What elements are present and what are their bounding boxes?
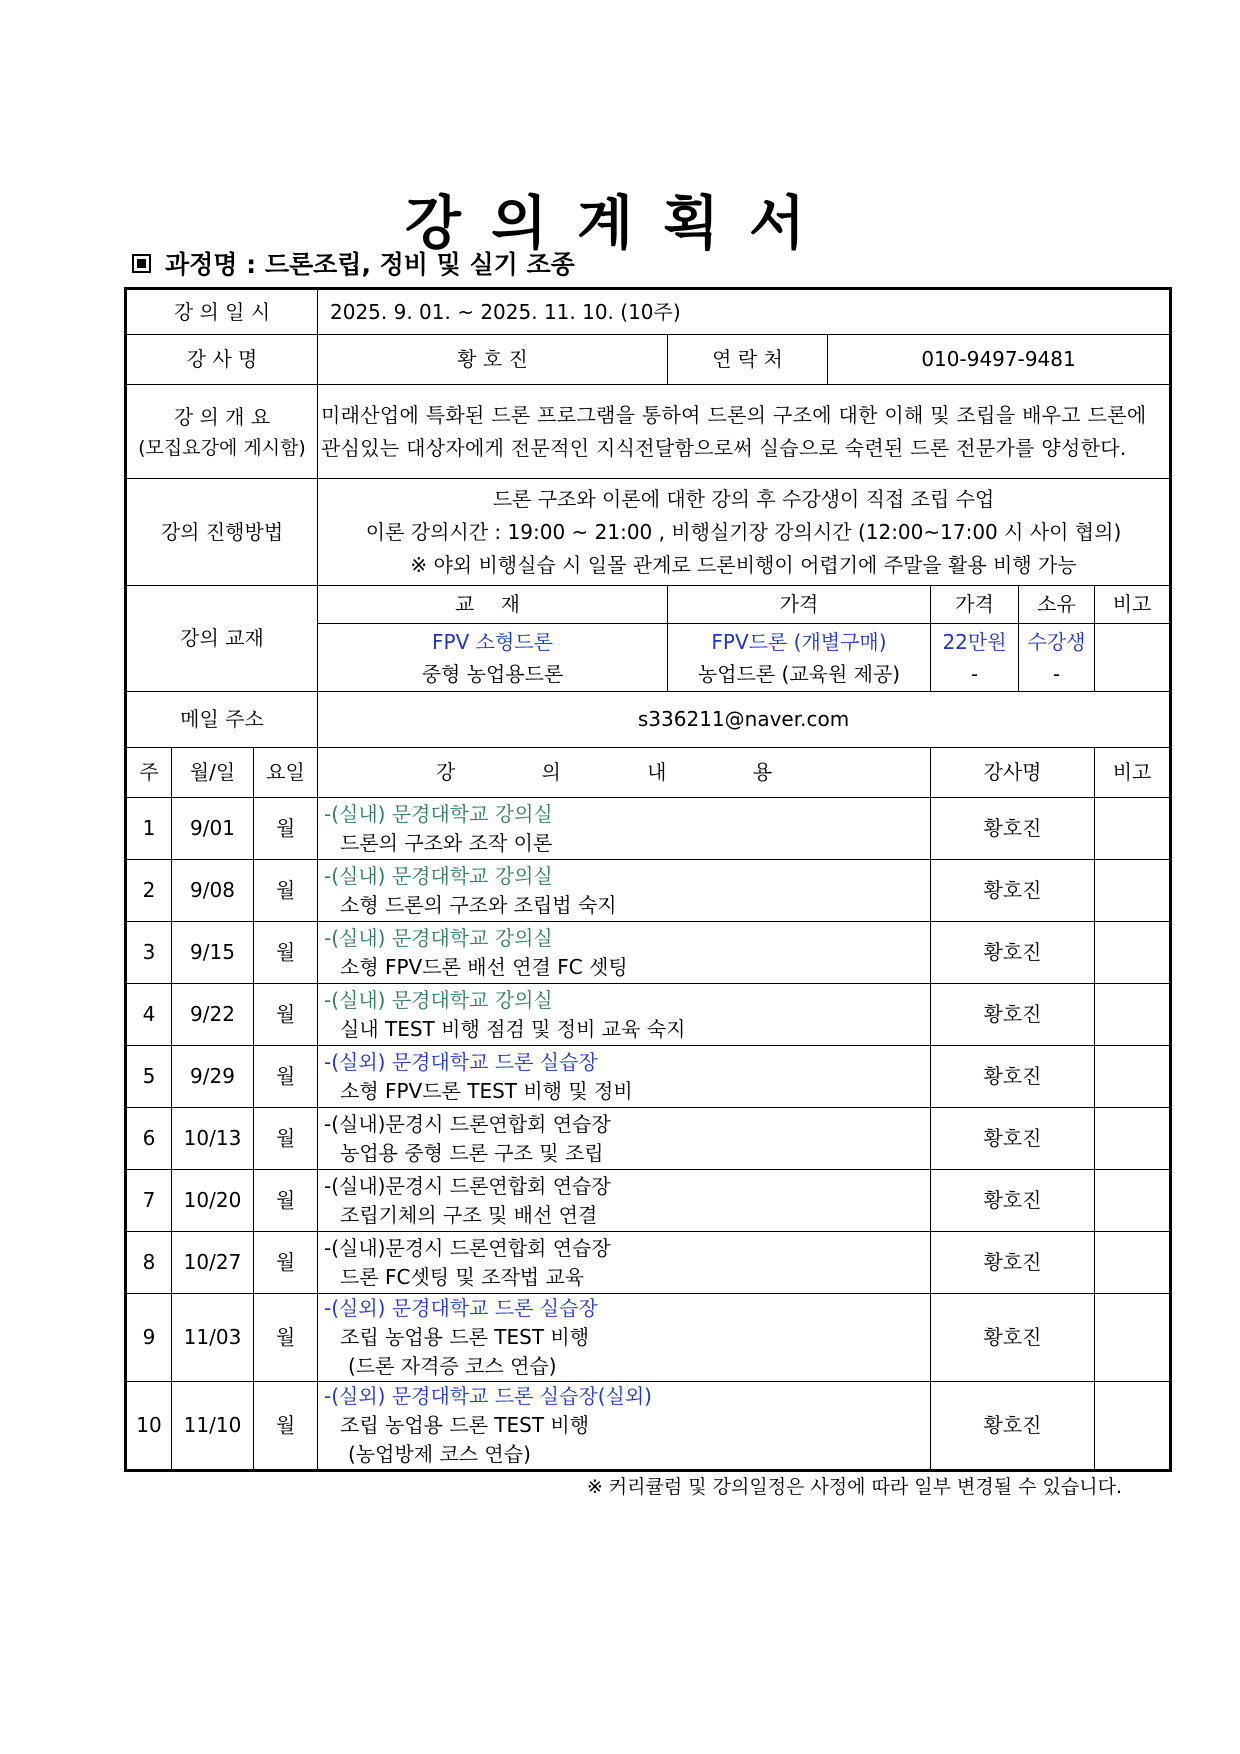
class-date: 10/13 bbox=[172, 1108, 254, 1170]
textbook-header: 가격 bbox=[668, 586, 931, 624]
class-day: 월 bbox=[254, 1382, 318, 1471]
class-topic: 조립 농업용 드론 TEST 비행 bbox=[340, 1325, 590, 1349]
course-name: 과정명 : 드론조립, 정비 및 실기 조종 bbox=[165, 250, 575, 279]
instructor-value: 황 호 진 bbox=[318, 335, 668, 385]
textbook-item: FPV드론 (개별구매) bbox=[711, 629, 887, 654]
class-note bbox=[1095, 984, 1171, 1046]
schedule-row bbox=[126, 984, 1171, 1046]
class-place: -(실내) 문경대학교 강의실 bbox=[324, 987, 553, 1012]
class-topic: 드론 FC셋팅 및 조작법 교육 bbox=[340, 1264, 585, 1289]
week-number: 3 bbox=[126, 922, 172, 984]
class-place: -(실외) 문경대학교 드론 실습장 bbox=[324, 1296, 598, 1320]
overview-label-cell bbox=[126, 385, 318, 479]
class-place: -(실내)문경시 드론연합회 연습장 bbox=[324, 1173, 611, 1198]
class-day: 월 bbox=[254, 922, 318, 984]
contact-value: 010-9497-9481 bbox=[828, 335, 1171, 385]
class-instructor: 황호진 bbox=[931, 1108, 1095, 1170]
plan-table bbox=[124, 287, 1172, 1472]
class-content bbox=[318, 860, 931, 922]
textbook-header: 소유 bbox=[1019, 586, 1095, 624]
textbook-name: 중형 농업용드론 bbox=[421, 661, 564, 686]
week-number: 1 bbox=[126, 798, 172, 860]
class-note bbox=[1095, 1170, 1171, 1232]
course-line bbox=[132, 245, 575, 281]
class-content bbox=[318, 1232, 931, 1294]
class-day: 월 bbox=[254, 984, 318, 1046]
class-instructor: 황호진 bbox=[931, 1170, 1095, 1232]
class-place: -(실내) 문경대학교 강의실 bbox=[324, 801, 553, 826]
class-note bbox=[1095, 1046, 1171, 1108]
period-value: 2025. 9. 01. ~ 2025. 11. 10. (10주) bbox=[318, 289, 1171, 335]
class-note bbox=[1095, 1294, 1171, 1382]
textbook-header: 교 재 bbox=[318, 586, 668, 624]
class-day: 월 bbox=[254, 798, 318, 860]
class-date: 9/22 bbox=[172, 984, 254, 1046]
week-number: 6 bbox=[126, 1108, 172, 1170]
class-content bbox=[318, 984, 931, 1046]
col-day: 요일 bbox=[254, 748, 318, 798]
textbook-price: - bbox=[970, 661, 979, 686]
textbook-price: 22만원 bbox=[942, 629, 1007, 654]
week-number: 4 bbox=[126, 984, 172, 1046]
class-place: -(실내)문경시 드론연합회 연습장 bbox=[324, 1235, 611, 1260]
week-number: 7 bbox=[126, 1170, 172, 1232]
class-content bbox=[318, 1108, 931, 1170]
schedule-row bbox=[126, 1294, 1171, 1382]
class-instructor: 황호진 bbox=[931, 984, 1095, 1046]
week-number: 2 bbox=[126, 860, 172, 922]
method-line: 드론 구조와 이론에 대한 강의 후 수강생이 직접 조립 수업 bbox=[492, 486, 995, 511]
class-place: -(실내) 문경대학교 강의실 bbox=[324, 925, 553, 950]
email-value: s336211@naver.com bbox=[318, 692, 1171, 748]
class-date: 11/10 bbox=[172, 1382, 254, 1471]
class-note bbox=[1095, 1232, 1171, 1294]
textbook-owner: 수강생 bbox=[1027, 629, 1086, 654]
class-day: 월 bbox=[254, 860, 318, 922]
schedule-row bbox=[126, 1046, 1171, 1108]
week-number: 10 bbox=[126, 1382, 172, 1471]
period-label: 강 의 일 시 bbox=[126, 289, 318, 335]
class-day: 월 bbox=[254, 1170, 318, 1232]
class-day: 월 bbox=[254, 1294, 318, 1382]
schedule-row bbox=[126, 1108, 1171, 1170]
class-note bbox=[1095, 1382, 1171, 1471]
method-cell bbox=[318, 479, 1171, 586]
class-topic: 조립기체의 구조 및 배선 연결 bbox=[340, 1202, 598, 1227]
class-place: -(실내) 문경대학교 강의실 bbox=[324, 863, 553, 888]
class-content bbox=[318, 1170, 931, 1232]
class-place: -(실내)문경시 드론연합회 연습장 bbox=[324, 1111, 611, 1136]
class-note bbox=[1095, 1108, 1171, 1170]
week-number: 8 bbox=[126, 1232, 172, 1294]
class-content bbox=[318, 798, 931, 860]
class-content bbox=[318, 1382, 931, 1471]
method-label: 강의 진행방법 bbox=[126, 479, 318, 586]
class-day: 월 bbox=[254, 1108, 318, 1170]
document-title: 강의계획서 bbox=[404, 189, 836, 257]
class-note bbox=[1095, 798, 1171, 860]
schedule-row bbox=[126, 1382, 1171, 1471]
textbook-header: 비고 bbox=[1095, 586, 1171, 624]
class-date: 11/03 bbox=[172, 1294, 254, 1382]
class-instructor: 황호진 bbox=[931, 1382, 1095, 1471]
class-content bbox=[318, 1294, 931, 1382]
class-topic: 소형 FPV드론 배선 연결 FC 셋팅 bbox=[340, 954, 628, 979]
square-bullet-icon bbox=[132, 254, 151, 273]
class-topic: 드론의 구조와 조작 이론 bbox=[340, 830, 553, 855]
class-topic: (농업방제 코스 연습) bbox=[348, 1442, 531, 1466]
textbook-owners bbox=[1019, 624, 1095, 692]
textbook-name: FPV 소형드론 bbox=[432, 629, 553, 654]
class-topic: 실내 TEST 비행 점검 및 정비 교육 숙지 bbox=[340, 1016, 686, 1041]
class-date: 9/08 bbox=[172, 860, 254, 922]
class-topic: (드론 자격증 코스 연습) bbox=[348, 1354, 557, 1378]
textbook-note bbox=[1095, 624, 1171, 692]
method-line: 이론 강의시간 : 19:00 ~ 21:00 , 비행실기장 강의시간 (12:00~17:00 시 사이 협의) bbox=[365, 519, 1122, 544]
class-content bbox=[318, 1046, 931, 1108]
class-day: 월 bbox=[254, 1232, 318, 1294]
class-content bbox=[318, 922, 931, 984]
class-instructor: 황호진 bbox=[931, 1232, 1095, 1294]
class-date: 9/01 bbox=[172, 798, 254, 860]
class-instructor: 황호진 bbox=[931, 1294, 1095, 1382]
class-day: 월 bbox=[254, 1046, 318, 1108]
class-topic: 소형 드론의 구조와 조립법 숙지 bbox=[340, 892, 617, 917]
overview-text: 미래산업에 특화된 드론 프로그램을 통하여 드론의 구조에 대한 이해 및 조립을 배우고 드론에 관심있는 대상자에게 전문적인 지식전달함으로써 실습으로 숙련된 드론 전문가를 양성한다. bbox=[318, 385, 1171, 479]
class-topic: 농업용 중형 드론 구조 및 조립 bbox=[340, 1140, 604, 1165]
col-note: 비고 bbox=[1095, 748, 1171, 798]
class-date: 10/20 bbox=[172, 1170, 254, 1232]
textbook-prices bbox=[931, 624, 1019, 692]
class-instructor: 황호진 bbox=[931, 860, 1095, 922]
instructor-label: 강 사 명 bbox=[126, 335, 318, 385]
class-instructor: 황호진 bbox=[931, 1046, 1095, 1108]
method-line: ※ 야외 비행실습 시 일몰 관계로 드론비행이 어렵기에 주말을 활용 비행 가능 bbox=[410, 552, 1077, 577]
class-instructor: 황호진 bbox=[931, 798, 1095, 860]
week-number: 9 bbox=[126, 1294, 172, 1382]
schedule-row bbox=[126, 1232, 1171, 1294]
textbook-owner: - bbox=[1052, 661, 1061, 686]
class-date: 9/29 bbox=[172, 1046, 254, 1108]
textbook-label: 강의 교재 bbox=[126, 586, 318, 692]
class-note bbox=[1095, 922, 1171, 984]
footnote: ※ 커리큘럼 및 강의일정은 사정에 따라 일부 변경될 수 있습니다. bbox=[586, 1476, 1122, 1498]
class-date: 10/27 bbox=[172, 1232, 254, 1294]
schedule-row bbox=[126, 860, 1171, 922]
class-date: 9/15 bbox=[172, 922, 254, 984]
overview-label: 강 의 개 요 bbox=[173, 404, 271, 429]
class-place: -(실외) 문경대학교 드론 실습장 bbox=[324, 1049, 598, 1074]
schedule-row bbox=[126, 1170, 1171, 1232]
col-date: 월/일 bbox=[172, 748, 254, 798]
col-instructor: 강사명 bbox=[931, 748, 1095, 798]
class-topic: 소형 FPV드론 TEST 비행 및 정비 bbox=[340, 1078, 633, 1103]
textbook-items bbox=[668, 624, 931, 692]
textbook-header: 가격 bbox=[931, 586, 1019, 624]
class-instructor: 황호진 bbox=[931, 922, 1095, 984]
class-topic: 조립 농업용 드론 TEST 비행 bbox=[340, 1413, 590, 1437]
email-label: 메일 주소 bbox=[126, 692, 318, 748]
contact-label: 연 락 처 bbox=[668, 335, 828, 385]
week-number: 5 bbox=[126, 1046, 172, 1108]
col-content: 강 의 내 용 bbox=[318, 748, 931, 798]
schedule-row bbox=[126, 922, 1171, 984]
overview-sub: (모집요강에 게시함) bbox=[138, 436, 306, 459]
class-note bbox=[1095, 860, 1171, 922]
class-place: -(실외) 문경대학교 드론 실습장(실외) bbox=[324, 1384, 652, 1408]
textbook-item: 농업드론 (교육원 제공) bbox=[697, 661, 901, 686]
col-week: 주 bbox=[126, 748, 172, 798]
textbook-names bbox=[318, 624, 668, 692]
schedule-row bbox=[126, 798, 1171, 860]
